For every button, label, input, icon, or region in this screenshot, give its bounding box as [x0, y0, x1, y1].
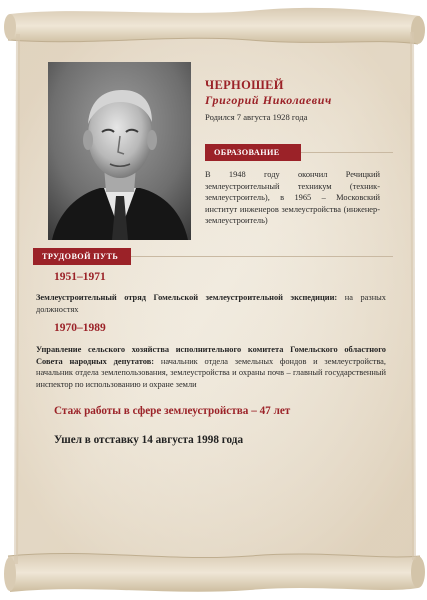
portrait-photo	[48, 62, 191, 240]
person-name: Григорий Николаевич	[205, 93, 332, 107]
period-organization: Землеустроительный отряд Гомельской землеустроительной экспедиции:	[36, 293, 338, 302]
education-text: В 1948 году окончил Речицкий землеустроительный техникум (техник-землеустроитель), в 1965 – Московский институт инженеров землеустройства (инженер-землеустроитель)	[205, 170, 380, 225]
career-label: ТРУДОВОЙ ПУТЬ	[33, 248, 131, 265]
period-description	[36, 292, 386, 315]
person-surname: ЧЕРНОШЕЙ	[205, 78, 284, 92]
period-position: на разных должностях	[36, 293, 386, 314]
period-organization: Управление сельского хозяйства исполнительного комитета Гомельского областного Совета народных депутатов:	[36, 345, 386, 366]
period-years: 1970–1989	[54, 322, 106, 334]
period-position: начальник отдела земельных фондов и землеустройства, начальник отдела землепользования, землеустройства и охраны почв – главный государственный инспектор по использованию и охране земли	[36, 356, 386, 389]
education-label: ОБРАЗОВАНИЕ	[205, 144, 301, 161]
retirement-date: Ушел в отставку 14 августа 1998 года	[54, 434, 244, 446]
experience-summary: Стаж работы в сфере землеустройства – 47 лет	[54, 405, 291, 417]
career-divider	[131, 256, 393, 257]
education-divider	[301, 152, 393, 153]
period-years: 1951–1971	[54, 271, 106, 283]
birth-date: Родился 7 августа 1928 года	[205, 112, 308, 122]
period-description	[36, 344, 386, 390]
